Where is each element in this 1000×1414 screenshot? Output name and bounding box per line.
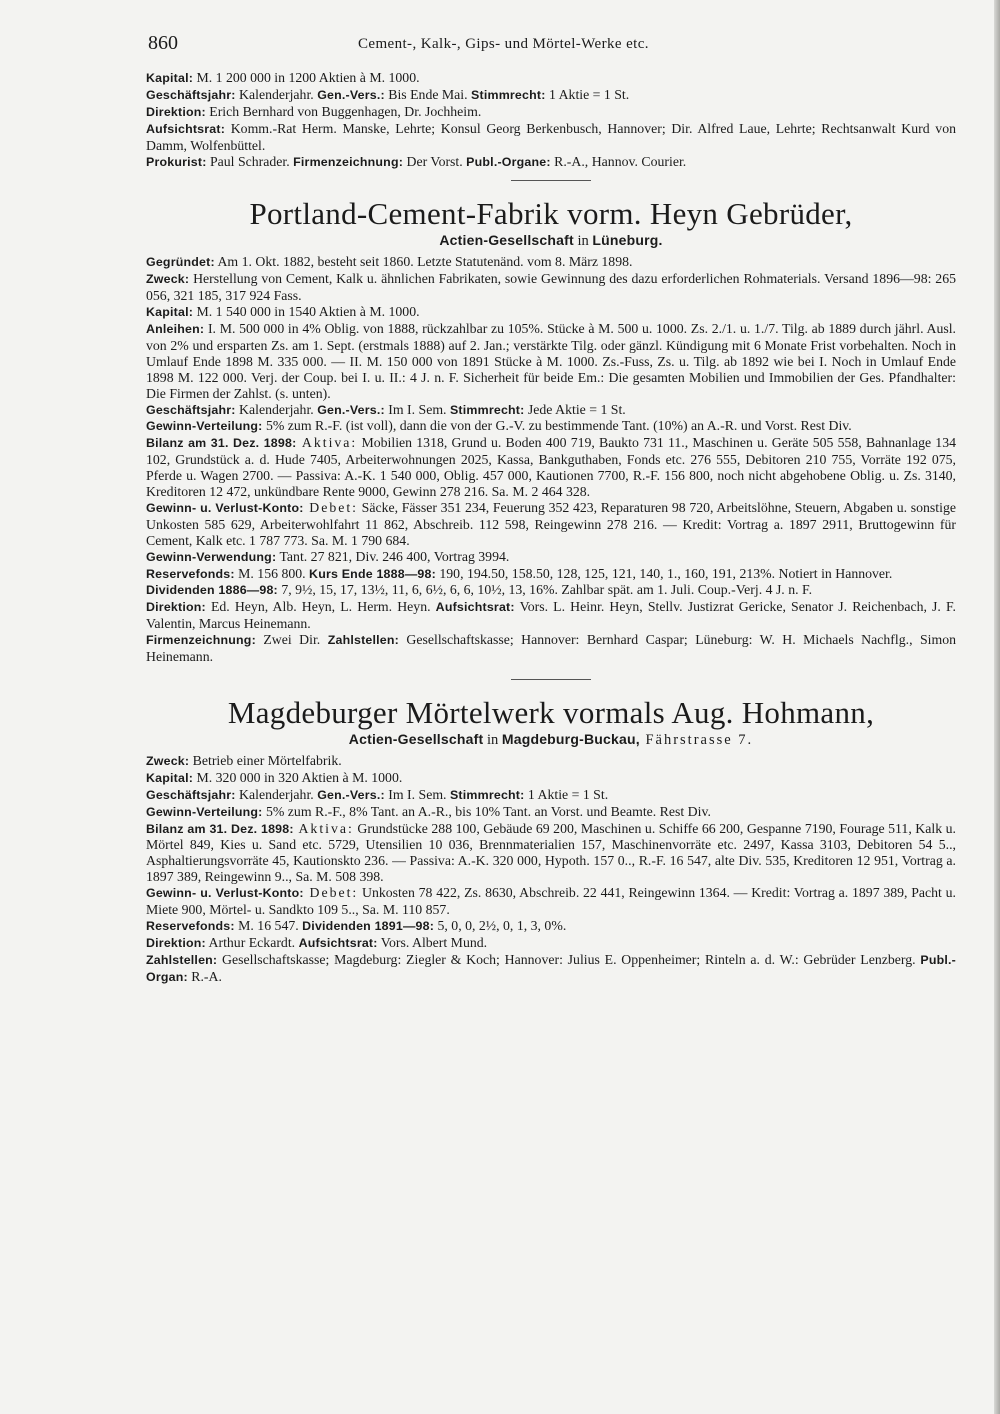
- entry-line: [146, 87, 956, 104]
- section-divider: [511, 180, 591, 181]
- section-divider: [511, 679, 591, 680]
- entry-key: Kurs Ende 1888—98:: [309, 566, 436, 581]
- entry-key: Reservefonds:: [146, 918, 235, 933]
- entry-key: Firmenzeichnung:: [146, 633, 256, 648]
- entry-text: Komm.-Rat Herm. Manske, Lehrte; Konsul Georg Berkenbusch, Hannover; Dir. Alfred Laue, Lehrte; Rechtsanwalt Kurd von Damm, Wolfenbüttel.: [146, 120, 956, 153]
- entry-spaced-label: Debet:: [303, 499, 359, 515]
- entry-key: Anleihen:: [146, 321, 205, 336]
- entry-text: Betrieb einer Mörtelfabrik.: [189, 752, 342, 768]
- entry-key: Stimmrecht:: [471, 87, 546, 102]
- subtitle-connector: in: [573, 233, 593, 250]
- entry-text: Vors. L. Heinr. Heyn, Stellv. Justizrat Gericke, Senator J. Reichenbach, J. F. Valentin, Marcus Heinemann.: [146, 599, 956, 632]
- entry-key: Zweck:: [146, 272, 190, 287]
- entry-key: Direktion:: [146, 104, 206, 119]
- entry-line: [146, 632, 956, 665]
- company-title: Magdeburger Mörtelwerk vormals Aug. Hohmann,: [227, 695, 875, 730]
- page-content: [146, 70, 956, 986]
- entry-text: I. M. 500 000 in 4% Oblig. von 1888, rückzahlbar zu 105%. Stücke à M. 500 u. 1000. Zs. 2./1. u. 1./7. Tilg. ab 1889 durch jährl. Ausl. von 2% und ersparten Zs. am 1. Sept. (erstmals 1888) auf 2. Jan.; verstärkte Tilg. oder gänzl. Kündigung mit 6 Monate Frist vorbehalten. Noch in Umlauf Ende 1898 M. 335 000. — II. M. 150 000 von 1891 Stücke à M. 1000. Zs.-Fuss, Zs. u. Tilg. ab 1892 wie bei I. Noch in Umlauf Ende 1898 M. 122 000. Verj. der Coup. bei I. u. II.: 4 J. n. F. Sicherheit für beide Em.: Die gesamten Mobilien und Immobilien der Ges. Pfandhalter: Die Firmen der Zahlst. (s. unten).: [146, 320, 956, 401]
- entry-line: [146, 821, 956, 886]
- company-subtitle: [146, 233, 956, 250]
- company-type: Actien-Gesellschaft: [348, 731, 484, 747]
- entry-key: Gewinn-Verteilung:: [146, 419, 263, 434]
- entry-text: M. 1 540 000 in 1540 Aktien à M. 1000.: [193, 304, 420, 320]
- entry-text: Der Vorst.: [403, 153, 463, 169]
- entry-text: 5, 0, 0, 2½, 0, 1, 3, 0%.: [434, 917, 567, 933]
- company-subtitle: [146, 732, 956, 749]
- entry-text: Kalenderjahr.: [235, 401, 314, 417]
- entry-key: Gewinn-Verwendung:: [146, 549, 277, 564]
- entry-text: Kalenderjahr.: [235, 86, 314, 102]
- previous-company-entry: [146, 70, 956, 170]
- company-title: Portland-Cement-Fabrik vorm. Heyn Gebrüder,: [249, 196, 853, 232]
- entry-text: Im I. Sem.: [384, 786, 447, 802]
- entry-key: Geschäftsjahr:: [146, 402, 236, 417]
- entry-line: [146, 566, 956, 583]
- page-number: 860: [148, 32, 178, 54]
- entry-text: Vors. Albert Mund.: [377, 934, 488, 950]
- entry-text: R.-A.: [187, 968, 222, 984]
- entry-key: Gen.-Vers.:: [317, 402, 385, 417]
- entry-text: 5% zum R.-F., 8% Tant. an A.-R., bis 10% Tant. an Vorst. und Beamte. Rest Div.: [262, 803, 711, 819]
- company-section-hohmann: [146, 696, 956, 986]
- entry-text: Am 1. Okt. 1882, besteht seit 1860. Letzte Statutenänd. vom 8. März 1898.: [214, 254, 633, 270]
- entry-key: Dividenden 1886—98:: [146, 583, 278, 598]
- entry-text: Jede Aktie = 1 St.: [524, 401, 626, 417]
- entry-text: 190, 194.50, 158.50, 128, 125, 121, 140, 1., 160, 191, 213%. Notiert in Hannover.: [435, 565, 893, 581]
- company-location: Lüneburg.: [592, 232, 663, 249]
- entry-key: Bilanz am 31. Dez. 1898:: [146, 821, 294, 836]
- entry-text: M. 1 200 000 in 1200 Aktien à M. 1000.: [193, 70, 420, 85]
- page-edge: [994, 0, 1000, 1414]
- entry-line: [146, 935, 956, 952]
- entry-text: Grundstücke 288 100, Gebäude 69 200, Maschinen u. Schiffe 66 200, Gespanne 7190, Fourage 511, Kalk u. Mörtel 849, Kies u. Sand etc. 5729, Utensilien 10 036, Brennmaterialien 157, Maschinenvorräte etc. 2497, Kassa 3103, Debitoren 54 5.., Asphaltierungsvorräte 45, Kautionskto 236. — Passiva: A.-K. 320 000, Hypoth. 157 0.., R.-F. 16 547, alte Div. 535, Kreditoren 12 951, Vortrag a. 1897 389, Reingewinn 9.., Sa. M. 508 398.: [146, 820, 957, 885]
- entry-text: Kalenderjahr.: [235, 786, 314, 802]
- entry-key: Kapital:: [146, 305, 194, 320]
- entry-line: [146, 70, 956, 87]
- entry-text: R.-A., Hannov. Courier.: [550, 153, 687, 169]
- entry-text: Arthur Eckardt.: [205, 934, 296, 950]
- entry-text: Im I. Sem.: [384, 401, 447, 417]
- entry-key: Bilanz am 31. Dez. 1898:: [146, 436, 297, 451]
- entry-line: [146, 104, 956, 121]
- entry-line: [146, 402, 956, 419]
- entry-key: Zahlstellen:: [146, 952, 218, 967]
- entry-text: Erich Bernhard von Buggenhagen, Dr. Jochheim.: [205, 103, 482, 119]
- entry-line: [146, 753, 956, 770]
- entry-line: [146, 582, 956, 599]
- entry-text: 5% zum R.-F. (ist voll), dann die von der G.-V. zu bestimmende Tant. (10%) an A.-R. und Vorst. Rest Div.: [262, 418, 852, 434]
- entry-key: Direktion:: [146, 935, 206, 950]
- entry-line: [146, 549, 956, 566]
- entry-line: [146, 321, 956, 402]
- entry-line: [146, 885, 956, 918]
- entry-text: Zwei Dir.: [255, 632, 321, 648]
- entry-text: 1 Aktie = 1 St.: [524, 786, 609, 802]
- entry-key: Gegründet:: [146, 255, 215, 270]
- entry-key: Geschäftsjahr:: [146, 87, 236, 102]
- entry-key: Gewinn- u. Verlust-Konto:: [146, 500, 304, 515]
- entry-text: M. 156 800.: [234, 565, 306, 581]
- entry-text: Paul Schrader.: [206, 153, 290, 169]
- entry-line: [146, 304, 956, 321]
- entry-text: Gesellschaftskasse; Hannover: Bernhard Caspar; Lüneburg: W. H. Michaels Nachflg., Simon Heinemann.: [146, 632, 957, 665]
- entry-text: Unkosten 78 422, Zs. 8630, Abschreib. 22 441, Reingewinn 1364. — Kredit: Vortrag a. 1897 389, Pacht u. Miete 900, Mörtel- u. Sandkto 109 5.., Sa. M. 110 857.: [146, 885, 956, 918]
- entry-key: Publ.-Organ:: [146, 952, 956, 984]
- entry-spaced-label: Debet:: [303, 885, 359, 901]
- company-address: Fährstrasse 7.: [639, 732, 754, 748]
- company-section-heyn: [146, 197, 956, 665]
- entry-line: [146, 918, 956, 935]
- entry-text: Gesellschaftskasse; Magdeburg: Ziegler & Koch; Hannover: Julius E. Oppenheimer; Rinteln a. d. W.: Gebrüder Lenzberg.: [217, 951, 916, 967]
- company-type: Actien-Gesellschaft: [439, 232, 574, 249]
- entry-text: Bis Ende Mai.: [384, 86, 468, 102]
- entry-key: Prokurist:: [146, 154, 207, 169]
- entry-key: Publ.-Organe:: [466, 154, 551, 169]
- entry-key: Dividenden 1891—98:: [302, 918, 435, 933]
- entry-key: Kapital:: [146, 71, 194, 85]
- entry-text: Säcke, Fässer 351 234, Feuerung 352 423, Reparaturen 98 720, Arbeitslöhne, Steuern, Abgaben u. sonstige Unkosten 585 629, Arbeiterwohlfahrt 11 862, Abschreib. 112 598, Reingewinn 278 216. — Kredit: Vortrag a. 1897 2911, Bruttogewinn für Cement, Kalk etc. 1 787 773. Sa. M. 1 790 684.: [146, 499, 956, 548]
- entry-key: Zweck:: [146, 753, 190, 768]
- entry-key: Gen.-Vers.:: [317, 87, 385, 102]
- subtitle-connector: in: [483, 732, 502, 748]
- entry-text: Tant. 27 821, Div. 246 400, Vortrag 3994.: [276, 548, 510, 564]
- entry-text: Mobilien 1318, Grund u. Boden 400 719, Baukto 731 11., Maschinen u. Geräte 505 558, Bahnanlage 134 102, Grundstück a. d. Hude 7405, Arbeiterwohnungen 2025, Kassa, Bankguthaben, Fonds etc. 276 555, Debitoren 210 755, Vorräte 192 075, Pferde u. Wagen 2700. — Passiva: A.-K. 1 540 000, Oblig. 457 000, Kautionen 7700, R.-F. 156 800, noch nicht abgehobene Oblig. u. Zs. 3140, Kreditoren 12 472, unkündbare Rente 9000, Gewinn 278 216. Sa. M. 2 464 328.: [146, 435, 957, 500]
- entry-line: [146, 154, 956, 171]
- entry-line: [146, 952, 956, 986]
- entry-line: [146, 271, 956, 304]
- entry-key: Gewinn- u. Verlust-Konto:: [146, 886, 304, 901]
- entry-key: Geschäftsjahr:: [146, 787, 236, 802]
- entry-text: Ed. Heyn, Alb. Heyn, L. Herm. Heyn.: [205, 599, 431, 615]
- entry-key: Direktion:: [146, 600, 206, 615]
- entry-text: 1 Aktie = 1 St.: [545, 86, 630, 102]
- company-location: Magdeburg-Buckau,: [501, 731, 640, 747]
- entry-key: Gewinn-Verteilung:: [146, 804, 263, 819]
- entry-key: Reservefonds:: [146, 566, 235, 581]
- entry-line: [146, 787, 956, 804]
- entry-line: [146, 599, 956, 632]
- entry-spaced-label: Aktiva:: [293, 820, 354, 836]
- entry-key: Zahlstellen:: [327, 633, 399, 648]
- entry-text: M. 320 000 in 320 Aktien à M. 1000.: [193, 769, 403, 785]
- company-entries: [146, 254, 956, 665]
- entry-line: [146, 770, 956, 787]
- entry-line: [146, 804, 956, 821]
- entry-line: [146, 254, 956, 271]
- entry-spaced-label: Aktiva:: [296, 435, 358, 451]
- entry-key: Kapital:: [146, 770, 194, 785]
- entry-line: [146, 418, 956, 435]
- entry-text: M. 16 547.: [234, 917, 299, 933]
- entry-key: Stimmrecht:: [449, 402, 525, 417]
- entry-key: Firmenzeichnung:: [293, 154, 404, 169]
- company-entries: [146, 753, 956, 986]
- entry-key: Aufsichtsrat:: [146, 121, 226, 136]
- entry-text: 7, 9½, 15, 17, 13½, 11, 6, 6½, 6, 6, 10½, 13, 16%. Zahlbar spät. am 1. Juli. Coup.-Verj. 4 J. n. F.: [277, 582, 813, 598]
- entry-key: Stimmrecht:: [449, 787, 525, 802]
- entry-text: Herstellung von Cement, Kalk u. ähnlichen Fabrikaten, sowie Gewinnung des dazu erforderlichen Rohmaterials. Versand 1896—98: 265 056, 321 185, 317 924 Fass.: [146, 271, 956, 304]
- entry-key: Aufsichtsrat:: [298, 935, 378, 950]
- entry-line: [146, 500, 956, 549]
- entry-key: Gen.-Vers.:: [317, 787, 385, 802]
- page-header: [148, 30, 968, 60]
- entry-line: [146, 121, 956, 154]
- entry-line: [146, 435, 956, 500]
- entry-key: Aufsichtsrat:: [435, 600, 515, 615]
- running-title: Cement-, Kalk-, Gips- und Mörtel-Werke etc.: [358, 36, 649, 52]
